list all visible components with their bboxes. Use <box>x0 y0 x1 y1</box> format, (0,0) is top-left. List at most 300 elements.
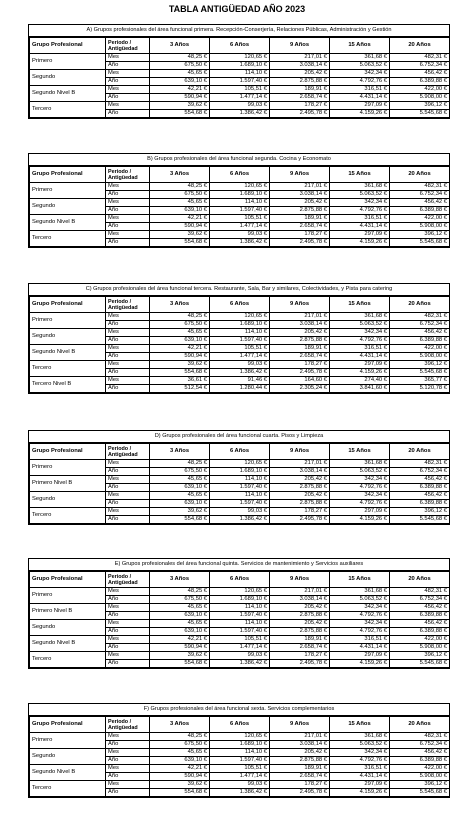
value-cell: 189,91 € <box>270 636 330 644</box>
value-cell: 342,34 € <box>330 329 390 337</box>
header-row <box>30 717 450 733</box>
value-cell: 590,94 € <box>150 644 210 652</box>
table-row <box>30 749 450 757</box>
period-cell: Año <box>106 337 150 345</box>
value-cell: 639,10 € <box>150 207 210 215</box>
value-cell: 5.063,52 € <box>330 62 390 70</box>
value-cell: 554,68 € <box>150 110 210 118</box>
value-cell: 590,94 € <box>150 773 210 781</box>
value-cell: 42,21 € <box>150 215 210 223</box>
seniority-table <box>29 443 450 524</box>
column-header: 20 Años <box>390 167 450 183</box>
period-cell: Mes <box>106 492 150 500</box>
value-cell: 99,03 € <box>210 231 270 239</box>
period-cell: Mes <box>106 183 150 191</box>
value-cell: 120,65 € <box>210 183 270 191</box>
value-cell: 4.792,76 € <box>330 78 390 86</box>
value-cell: 178,27 € <box>270 781 330 789</box>
group-name: Segundo <box>30 70 106 86</box>
group-name: Segundo Nivel B <box>30 345 106 361</box>
value-cell: 554,68 € <box>150 239 210 247</box>
value-cell: 39,62 € <box>150 361 210 369</box>
period-cell: Mes <box>106 620 150 628</box>
group-name: Tercero <box>30 231 106 247</box>
value-cell: 4.792,76 € <box>330 757 390 765</box>
section-title: C) Grupos profesionales del área funcional tercera. Restaurante, Sala, Bar y similares, Colectividades, y Pista para catering <box>29 284 449 296</box>
column-header: Periodo / Antigüedad <box>106 38 150 54</box>
period-cell: Mes <box>106 377 150 385</box>
value-cell: 361,68 € <box>330 54 390 62</box>
value-cell: 48,25 € <box>150 313 210 321</box>
value-cell: 36,61 € <box>150 377 210 385</box>
value-cell: 178,27 € <box>270 231 330 239</box>
group-name: Primero <box>30 313 106 329</box>
value-cell: 2.875,88 € <box>270 500 330 508</box>
column-header: 3 Años <box>150 572 210 588</box>
table-row <box>30 588 450 596</box>
value-cell: 316,51 € <box>330 636 390 644</box>
value-cell: 361,68 € <box>330 183 390 191</box>
value-cell: 6.752,34 € <box>390 741 450 749</box>
period-cell: Año <box>106 110 150 118</box>
value-cell: 639,10 € <box>150 757 210 765</box>
value-cell: 178,27 € <box>270 102 330 110</box>
table-row <box>30 361 450 369</box>
column-header: 15 Años <box>330 572 390 588</box>
value-cell: 5.908,00 € <box>390 223 450 231</box>
value-cell: 6.752,34 € <box>390 596 450 604</box>
value-cell: 639,10 € <box>150 612 210 620</box>
section-table <box>28 153 450 248</box>
value-cell: 6.752,34 € <box>390 191 450 199</box>
value-cell: 45,65 € <box>150 604 210 612</box>
period-cell: Mes <box>106 636 150 644</box>
seniority-table <box>29 571 450 668</box>
value-cell: 6.752,34 € <box>390 321 450 329</box>
value-cell: 5.545,68 € <box>390 239 450 247</box>
value-cell: 396,12 € <box>390 231 450 239</box>
value-cell: 99,03 € <box>210 102 270 110</box>
value-cell: 2.875,88 € <box>270 337 330 345</box>
column-header: 20 Años <box>390 717 450 733</box>
value-cell: 5.545,68 € <box>390 660 450 668</box>
value-cell: 178,27 € <box>270 361 330 369</box>
value-cell: 45,65 € <box>150 199 210 207</box>
value-cell: 6.389,88 € <box>390 500 450 508</box>
value-cell: 2.658,74 € <box>270 644 330 652</box>
period-cell: Mes <box>106 652 150 660</box>
group-name: Primero <box>30 460 106 476</box>
value-cell: 297,09 € <box>330 231 390 239</box>
period-cell: Mes <box>106 54 150 62</box>
section-table <box>28 703 450 798</box>
period-cell: Año <box>106 500 150 508</box>
value-cell: 3.038,14 € <box>270 468 330 476</box>
group-name: Primero <box>30 588 106 604</box>
value-cell: 2.305,24 € <box>270 385 330 393</box>
value-cell: 342,34 € <box>330 199 390 207</box>
period-cell: Año <box>106 94 150 102</box>
table-row <box>30 636 450 644</box>
value-cell: 45,65 € <box>150 70 210 78</box>
value-cell: 3.038,14 € <box>270 321 330 329</box>
value-cell: 120,65 € <box>210 460 270 468</box>
value-cell: 105,51 € <box>210 86 270 94</box>
value-cell: 205,42 € <box>270 70 330 78</box>
value-cell: 189,91 € <box>270 215 330 223</box>
period-cell: Año <box>106 741 150 749</box>
value-cell: 456,42 € <box>390 749 450 757</box>
value-cell: 3.038,14 € <box>270 741 330 749</box>
value-cell: 482,31 € <box>390 313 450 321</box>
value-cell: 554,68 € <box>150 660 210 668</box>
group-name: Segundo Nivel B <box>30 86 106 102</box>
value-cell: 1.386,42 € <box>210 660 270 668</box>
value-cell: 1.689,10 € <box>210 191 270 199</box>
table-row <box>30 86 450 94</box>
value-cell: 590,94 € <box>150 223 210 231</box>
period-cell: Mes <box>106 460 150 468</box>
value-cell: 5.545,68 € <box>390 110 450 118</box>
value-cell: 5.545,68 € <box>390 789 450 797</box>
column-header: Periodo / Antigüedad <box>106 717 150 733</box>
value-cell: 422,00 € <box>390 86 450 94</box>
value-cell: 675,50 € <box>150 62 210 70</box>
value-cell: 1.597,40 € <box>210 500 270 508</box>
period-cell: Año <box>106 353 150 361</box>
value-cell: 639,10 € <box>150 628 210 636</box>
period-cell: Año <box>106 369 150 377</box>
value-cell: 4.792,76 € <box>330 628 390 636</box>
value-cell: 48,25 € <box>150 54 210 62</box>
value-cell: 189,91 € <box>270 765 330 773</box>
period-cell: Año <box>106 484 150 492</box>
seniority-table <box>29 166 450 247</box>
value-cell: 48,25 € <box>150 460 210 468</box>
value-cell: 217,01 € <box>270 460 330 468</box>
period-cell: Mes <box>106 781 150 789</box>
value-cell: 114,10 € <box>210 604 270 612</box>
value-cell: 422,00 € <box>390 345 450 353</box>
period-cell: Año <box>106 321 150 329</box>
value-cell: 5.063,52 € <box>330 596 390 604</box>
value-cell: 5.063,52 € <box>330 191 390 199</box>
value-cell: 316,51 € <box>330 86 390 94</box>
value-cell: 6.389,88 € <box>390 78 450 86</box>
column-header: 9 Años <box>270 717 330 733</box>
value-cell: 297,09 € <box>330 102 390 110</box>
value-cell: 590,94 € <box>150 94 210 102</box>
period-cell: Mes <box>106 765 150 773</box>
value-cell: 114,10 € <box>210 199 270 207</box>
value-cell: 205,42 € <box>270 620 330 628</box>
seniority-table <box>29 716 450 797</box>
period-cell: Mes <box>106 733 150 741</box>
value-cell: 396,12 € <box>390 652 450 660</box>
value-cell: 6.389,88 € <box>390 612 450 620</box>
value-cell: 99,03 € <box>210 508 270 516</box>
value-cell: 2.495,78 € <box>270 239 330 247</box>
group-name: Segundo <box>30 492 106 508</box>
value-cell: 205,42 € <box>270 604 330 612</box>
value-cell: 1.689,10 € <box>210 321 270 329</box>
value-cell: 2.495,78 € <box>270 789 330 797</box>
value-cell: 1.597,40 € <box>210 484 270 492</box>
value-cell: 114,10 € <box>210 492 270 500</box>
value-cell: 217,01 € <box>270 54 330 62</box>
value-cell: 1.386,42 € <box>210 110 270 118</box>
value-cell: 1.597,40 € <box>210 337 270 345</box>
value-cell: 91,46 € <box>210 377 270 385</box>
value-cell: 297,09 € <box>330 361 390 369</box>
value-cell: 590,94 € <box>150 353 210 361</box>
value-cell: 1.597,40 € <box>210 78 270 86</box>
value-cell: 5.545,68 € <box>390 516 450 524</box>
value-cell: 120,65 € <box>210 588 270 596</box>
column-header: 15 Años <box>330 444 390 460</box>
value-cell: 6.389,88 € <box>390 757 450 765</box>
period-cell: Año <box>106 757 150 765</box>
value-cell: 297,09 € <box>330 781 390 789</box>
section-title: A) Grupos profesionales del área funcional primera. Recepción-Conserjería, Relaciones Públicas, Administración y Gestión <box>29 25 449 37</box>
value-cell: 5.545,68 € <box>390 369 450 377</box>
column-header: Periodo / Antigüedad <box>106 444 150 460</box>
column-header: 6 Años <box>210 444 270 460</box>
section-table <box>28 283 450 394</box>
value-cell: 1.597,40 € <box>210 628 270 636</box>
value-cell: 217,01 € <box>270 183 330 191</box>
value-cell: 6.389,88 € <box>390 628 450 636</box>
period-cell: Mes <box>106 361 150 369</box>
table-row <box>30 765 450 773</box>
period-cell: Mes <box>106 508 150 516</box>
value-cell: 554,68 € <box>150 369 210 377</box>
value-cell: 5.120,78 € <box>390 385 450 393</box>
value-cell: 482,31 € <box>390 54 450 62</box>
value-cell: 456,42 € <box>390 620 450 628</box>
table-row <box>30 781 450 789</box>
group-name: Tercero <box>30 781 106 797</box>
value-cell: 39,62 € <box>150 231 210 239</box>
value-cell: 1.386,42 € <box>210 239 270 247</box>
value-cell: 205,42 € <box>270 476 330 484</box>
value-cell: 114,10 € <box>210 749 270 757</box>
value-cell: 1.477,14 € <box>210 644 270 652</box>
value-cell: 422,00 € <box>390 215 450 223</box>
value-cell: 422,00 € <box>390 765 450 773</box>
value-cell: 456,42 € <box>390 199 450 207</box>
value-cell: 5.908,00 € <box>390 353 450 361</box>
value-cell: 1.386,42 € <box>210 369 270 377</box>
value-cell: 114,10 € <box>210 620 270 628</box>
value-cell: 396,12 € <box>390 508 450 516</box>
period-cell: Mes <box>106 329 150 337</box>
column-header: Grupo Profesional <box>30 297 106 313</box>
period-cell: Año <box>106 62 150 70</box>
value-cell: 316,51 € <box>330 765 390 773</box>
value-cell: 2.875,88 € <box>270 207 330 215</box>
column-header: Grupo Profesional <box>30 167 106 183</box>
value-cell: 205,42 € <box>270 749 330 757</box>
column-header: Grupo Profesional <box>30 38 106 54</box>
value-cell: 39,62 € <box>150 102 210 110</box>
value-cell: 217,01 € <box>270 313 330 321</box>
section-table <box>28 24 450 119</box>
value-cell: 4.159,26 € <box>330 789 390 797</box>
period-cell: Mes <box>106 215 150 223</box>
value-cell: 2.875,88 € <box>270 78 330 86</box>
column-header: 6 Años <box>210 167 270 183</box>
value-cell: 6.752,34 € <box>390 468 450 476</box>
value-cell: 114,10 € <box>210 70 270 78</box>
column-header: 6 Años <box>210 717 270 733</box>
value-cell: 5.908,00 € <box>390 644 450 652</box>
period-cell: Mes <box>106 86 150 94</box>
column-header: 20 Años <box>390 572 450 588</box>
column-header: 3 Años <box>150 444 210 460</box>
column-header: 20 Años <box>390 38 450 54</box>
header-row <box>30 38 450 54</box>
value-cell: 114,10 € <box>210 476 270 484</box>
value-cell: 205,42 € <box>270 492 330 500</box>
group-name: Tercero <box>30 508 106 524</box>
value-cell: 99,03 € <box>210 652 270 660</box>
value-cell: 42,21 € <box>150 345 210 353</box>
value-cell: 1.477,14 € <box>210 773 270 781</box>
column-header: Grupo Profesional <box>30 717 106 733</box>
value-cell: 1.597,40 € <box>210 207 270 215</box>
value-cell: 45,65 € <box>150 749 210 757</box>
header-row <box>30 572 450 588</box>
value-cell: 4.792,76 € <box>330 484 390 492</box>
value-cell: 3.038,14 € <box>270 191 330 199</box>
value-cell: 456,42 € <box>390 329 450 337</box>
value-cell: 105,51 € <box>210 345 270 353</box>
value-cell: 45,65 € <box>150 620 210 628</box>
value-cell: 396,12 € <box>390 102 450 110</box>
period-cell: Año <box>106 612 150 620</box>
value-cell: 105,51 € <box>210 636 270 644</box>
period-cell: Año <box>106 207 150 215</box>
period-cell: Año <box>106 78 150 86</box>
column-header: 15 Años <box>330 297 390 313</box>
value-cell: 342,34 € <box>330 70 390 78</box>
value-cell: 1.689,10 € <box>210 596 270 604</box>
value-cell: 361,68 € <box>330 460 390 468</box>
table-row <box>30 215 450 223</box>
value-cell: 205,42 € <box>270 199 330 207</box>
value-cell: 3.038,14 € <box>270 62 330 70</box>
value-cell: 342,34 € <box>330 620 390 628</box>
value-cell: 45,65 € <box>150 476 210 484</box>
seniority-table <box>29 37 450 118</box>
value-cell: 4.792,76 € <box>330 612 390 620</box>
header-row <box>30 167 450 183</box>
section-title: E) Grupos profesionales del área funcional quinta. Servicios de mantenimiento y Servicios auxiliares <box>29 559 449 571</box>
table-row <box>30 620 450 628</box>
table-row <box>30 329 450 337</box>
column-header: 9 Años <box>270 444 330 460</box>
column-header: 20 Años <box>390 297 450 313</box>
period-cell: Mes <box>106 199 150 207</box>
table-row <box>30 199 450 207</box>
value-cell: 482,31 € <box>390 588 450 596</box>
value-cell: 2.658,74 € <box>270 353 330 361</box>
table-row <box>30 183 450 191</box>
value-cell: 482,31 € <box>390 460 450 468</box>
value-cell: 4.431,14 € <box>330 773 390 781</box>
value-cell: 5.908,00 € <box>390 773 450 781</box>
value-cell: 2.658,74 € <box>270 773 330 781</box>
value-cell: 178,27 € <box>270 652 330 660</box>
value-cell: 4.792,76 € <box>330 337 390 345</box>
value-cell: 361,68 € <box>330 313 390 321</box>
period-cell: Mes <box>106 102 150 110</box>
value-cell: 675,50 € <box>150 468 210 476</box>
value-cell: 5.063,52 € <box>330 468 390 476</box>
group-name: Primero <box>30 54 106 70</box>
table-row <box>30 492 450 500</box>
value-cell: 3.841,60 € <box>330 385 390 393</box>
value-cell: 42,21 € <box>150 636 210 644</box>
value-cell: 1.689,10 € <box>210 62 270 70</box>
value-cell: 6.389,88 € <box>390 337 450 345</box>
value-cell: 205,42 € <box>270 329 330 337</box>
period-cell: Año <box>106 596 150 604</box>
value-cell: 120,65 € <box>210 313 270 321</box>
value-cell: 1.477,14 € <box>210 94 270 102</box>
column-header: 9 Años <box>270 38 330 54</box>
period-cell: Año <box>106 516 150 524</box>
value-cell: 2.875,88 € <box>270 757 330 765</box>
value-cell: 675,50 € <box>150 191 210 199</box>
period-cell: Año <box>106 644 150 652</box>
value-cell: 48,25 € <box>150 588 210 596</box>
value-cell: 554,68 € <box>150 516 210 524</box>
value-cell: 482,31 € <box>390 733 450 741</box>
period-cell: Mes <box>106 604 150 612</box>
group-name: Segundo Nivel B <box>30 215 106 231</box>
value-cell: 1.477,14 € <box>210 353 270 361</box>
value-cell: 1.597,40 € <box>210 612 270 620</box>
value-cell: 675,50 € <box>150 596 210 604</box>
value-cell: 6.389,88 € <box>390 207 450 215</box>
column-header: Periodo / Antigüedad <box>106 572 150 588</box>
value-cell: 39,62 € <box>150 652 210 660</box>
value-cell: 99,03 € <box>210 361 270 369</box>
column-header: 6 Años <box>210 297 270 313</box>
value-cell: 1.477,14 € <box>210 223 270 231</box>
value-cell: 45,65 € <box>150 492 210 500</box>
value-cell: 316,51 € <box>330 215 390 223</box>
value-cell: 297,09 € <box>330 652 390 660</box>
value-cell: 4.792,76 € <box>330 207 390 215</box>
value-cell: 1.386,42 € <box>210 516 270 524</box>
period-cell: Mes <box>106 231 150 239</box>
value-cell: 4.431,14 € <box>330 94 390 102</box>
value-cell: 422,00 € <box>390 636 450 644</box>
value-cell: 6.752,34 € <box>390 62 450 70</box>
group-name: Segundo <box>30 329 106 345</box>
period-cell: Mes <box>106 588 150 596</box>
group-name: Segundo <box>30 199 106 215</box>
value-cell: 2.495,78 € <box>270 110 330 118</box>
value-cell: 342,34 € <box>330 604 390 612</box>
period-cell: Mes <box>106 70 150 78</box>
value-cell: 217,01 € <box>270 733 330 741</box>
value-cell: 297,09 € <box>330 508 390 516</box>
value-cell: 39,62 € <box>150 781 210 789</box>
